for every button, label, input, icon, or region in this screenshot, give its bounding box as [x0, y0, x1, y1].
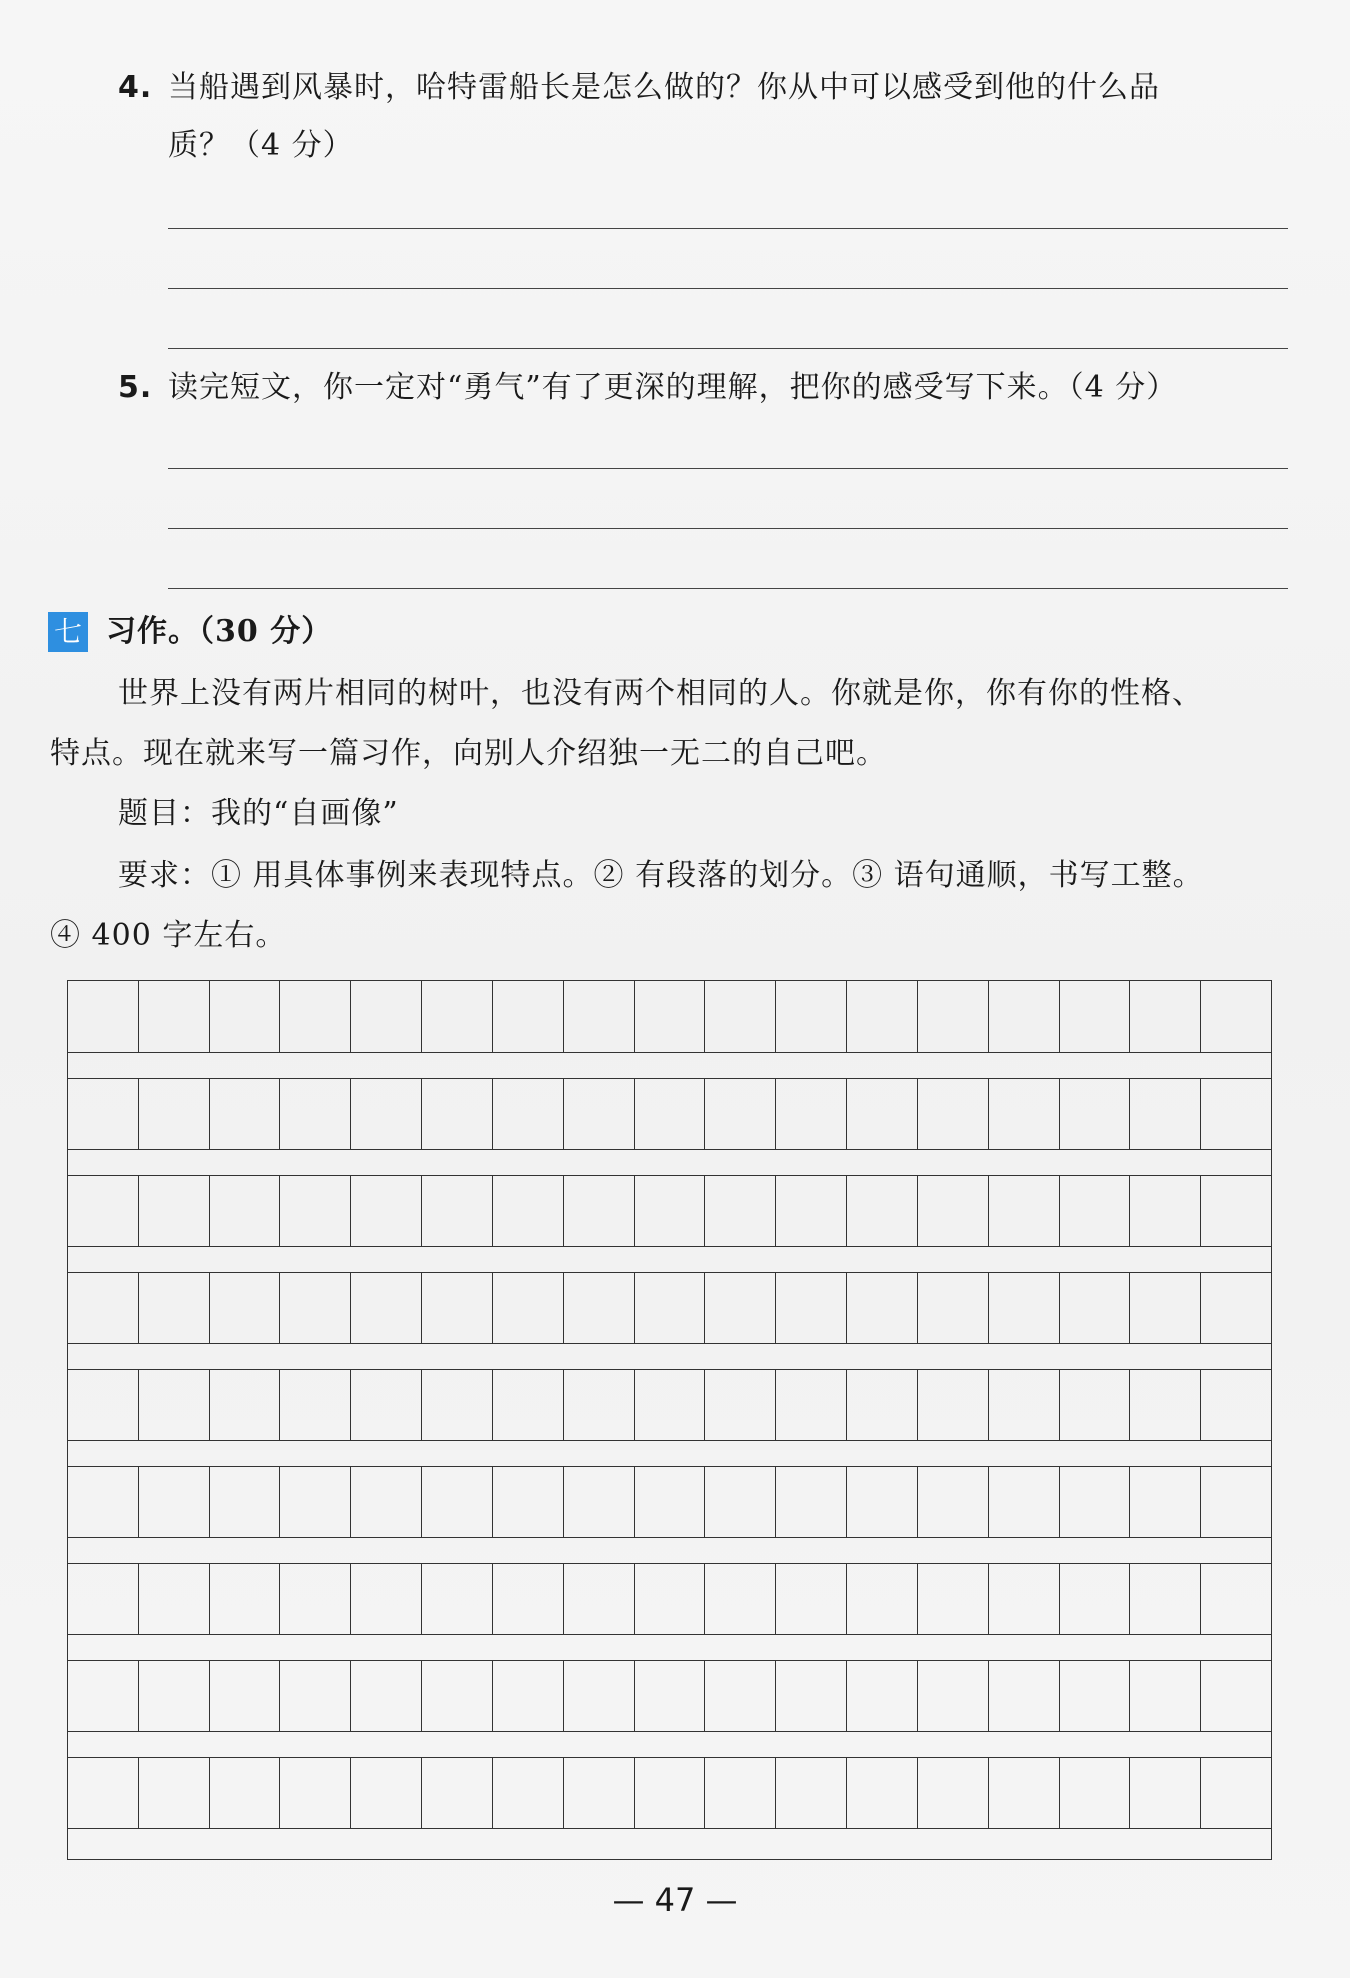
- grid-cell[interactable]: [210, 1467, 281, 1537]
- grid-cell[interactable]: [1130, 1564, 1201, 1634]
- grid-cell[interactable]: [918, 1273, 989, 1343]
- grid-cell[interactable]: [68, 981, 139, 1052]
- answer-line-q4-3[interactable]: [168, 348, 1288, 349]
- grid-cell[interactable]: [139, 1079, 210, 1149]
- grid-cell[interactable]: [776, 1564, 847, 1634]
- grid-row: [68, 1078, 1271, 1150]
- grid-cell[interactable]: [280, 1661, 351, 1731]
- grid-cell[interactable]: [210, 1564, 281, 1634]
- grid-cell[interactable]: [1130, 1467, 1201, 1537]
- grid-cell[interactable]: [635, 1176, 706, 1246]
- grid-cell[interactable]: [705, 1564, 776, 1634]
- grid-cell[interactable]: [847, 1467, 918, 1537]
- grid-cell[interactable]: [989, 1758, 1060, 1828]
- essay-requirements-line2: ④ 400 字左右。: [50, 918, 287, 953]
- grid-cell[interactable]: [776, 1661, 847, 1731]
- grid-cell[interactable]: [847, 1176, 918, 1246]
- grid-cell[interactable]: [351, 981, 422, 1052]
- grid-cell[interactable]: [635, 981, 706, 1052]
- grid-cell[interactable]: [68, 1467, 139, 1537]
- grid-cell[interactable]: [1201, 1273, 1271, 1343]
- grid-cell[interactable]: [68, 1079, 139, 1149]
- grid-cell[interactable]: [280, 1079, 351, 1149]
- grid-cell[interactable]: [210, 1758, 281, 1828]
- grid-cell[interactable]: [210, 1273, 281, 1343]
- grid-cell[interactable]: [705, 1758, 776, 1828]
- grid-cell[interactable]: [493, 1079, 564, 1149]
- grid-cell[interactable]: [210, 1079, 281, 1149]
- answer-line-q4-1[interactable]: [168, 228, 1288, 229]
- question-4-text-line1: 当船遇到风暴时，哈特雷船长是怎么做的？你从中可以感受到他的什么品: [168, 70, 1160, 105]
- grid-cell[interactable]: [280, 1273, 351, 1343]
- grid-cell[interactable]: [918, 1176, 989, 1246]
- question-5-number: 5.: [118, 370, 153, 405]
- grid-cell[interactable]: [68, 1370, 139, 1440]
- grid-cell[interactable]: [280, 1564, 351, 1634]
- grid-row: [68, 981, 1271, 1053]
- grid-cell[interactable]: [422, 981, 493, 1052]
- grid-cell[interactable]: [847, 1370, 918, 1440]
- grid-cell[interactable]: [1060, 1079, 1131, 1149]
- grid-cell[interactable]: [847, 1079, 918, 1149]
- grid-cell[interactable]: [705, 1467, 776, 1537]
- grid-cell[interactable]: [139, 1758, 210, 1828]
- grid-cell[interactable]: [351, 1564, 422, 1634]
- grid-cell[interactable]: [1201, 1758, 1271, 1828]
- grid-cell[interactable]: [68, 1758, 139, 1828]
- answer-line-q4-2[interactable]: [168, 288, 1288, 289]
- grid-cell[interactable]: [68, 1176, 139, 1246]
- grid-cell[interactable]: [705, 981, 776, 1052]
- grid-cell[interactable]: [705, 1370, 776, 1440]
- grid-cell[interactable]: [705, 1176, 776, 1246]
- grid-cell[interactable]: [1060, 1176, 1131, 1246]
- grid-cell[interactable]: [210, 1370, 281, 1440]
- section-7-title: 习作。（30 分）: [106, 614, 333, 649]
- grid-cell[interactable]: [1130, 1273, 1201, 1343]
- grid-cell[interactable]: [351, 1370, 422, 1440]
- grid-row: [68, 1272, 1271, 1344]
- grid-cell[interactable]: [776, 1273, 847, 1343]
- grid-cell[interactable]: [1060, 1758, 1131, 1828]
- grid-cell[interactable]: [280, 981, 351, 1052]
- question-4-number: 4.: [118, 70, 153, 105]
- grid-cell[interactable]: [847, 1758, 918, 1828]
- grid-cell[interactable]: [1201, 1564, 1271, 1634]
- page-number: — 47 —: [612, 1881, 738, 1919]
- grid-row: [68, 1175, 1271, 1247]
- grid-cell[interactable]: [776, 1467, 847, 1537]
- grid-cell[interactable]: [635, 1758, 706, 1828]
- grid-cell[interactable]: [776, 981, 847, 1052]
- grid-cell[interactable]: [139, 1273, 210, 1343]
- grid-cell[interactable]: [493, 1176, 564, 1246]
- grid-cell[interactable]: [847, 1273, 918, 1343]
- grid-cell[interactable]: [280, 1176, 351, 1246]
- grid-cell[interactable]: [1130, 1661, 1201, 1731]
- grid-cell[interactable]: [139, 1370, 210, 1440]
- grid-cell[interactable]: [776, 1370, 847, 1440]
- grid-cell[interactable]: [1060, 981, 1131, 1052]
- grid-row: [68, 1660, 1271, 1732]
- grid-cell[interactable]: [635, 1661, 706, 1731]
- grid-cell[interactable]: [847, 1661, 918, 1731]
- grid-cell[interactable]: [210, 1176, 281, 1246]
- grid-cell[interactable]: [918, 1467, 989, 1537]
- essay-prompt-line2: 特点。现在就来写一篇习作，向别人介绍独一无二的自己吧。: [50, 736, 887, 771]
- grid-cell[interactable]: [1060, 1273, 1131, 1343]
- grid-cell[interactable]: [493, 1273, 564, 1343]
- grid-cell[interactable]: [1130, 1176, 1201, 1246]
- grid-cell[interactable]: [564, 1273, 635, 1343]
- grid-cell[interactable]: [1130, 1370, 1201, 1440]
- grid-cell[interactable]: [776, 1079, 847, 1149]
- grid-cell[interactable]: [351, 1079, 422, 1149]
- answer-line-q5-1[interactable]: [168, 468, 1288, 469]
- question-5-text: 读完短文，你一定对“勇气”有了更深的理解，把你的感受写下来。（4 分）: [168, 370, 1178, 405]
- grid-cell[interactable]: [210, 1661, 281, 1731]
- grid-cell[interactable]: [422, 1079, 493, 1149]
- grid-cell[interactable]: [1130, 981, 1201, 1052]
- grid-cell[interactable]: [989, 1273, 1060, 1343]
- grid-cell[interactable]: [635, 1467, 706, 1537]
- grid-cell[interactable]: [989, 1079, 1060, 1149]
- grid-cell[interactable]: [1060, 1370, 1131, 1440]
- grid-cell[interactable]: [989, 1564, 1060, 1634]
- grid-row: [68, 1757, 1271, 1829]
- essay-requirements-line1: 要求：① 用具体事例来表现特点。② 有段落的划分。③ 语句通顺，书写工整。: [118, 858, 1204, 893]
- grid-cell[interactable]: [918, 1758, 989, 1828]
- grid-cell[interactable]: [847, 1564, 918, 1634]
- grid-cell[interactable]: [68, 1273, 139, 1343]
- grid-cell[interactable]: [1060, 1467, 1131, 1537]
- grid-cell[interactable]: [918, 981, 989, 1052]
- grid-cell[interactable]: [564, 1176, 635, 1246]
- grid-cell[interactable]: [139, 981, 210, 1052]
- grid-cell[interactable]: [705, 1273, 776, 1343]
- grid-cell[interactable]: [564, 1564, 635, 1634]
- grid-cell[interactable]: [422, 1273, 493, 1343]
- grid-cell[interactable]: [351, 1758, 422, 1828]
- grid-cell[interactable]: [422, 1564, 493, 1634]
- grid-cell[interactable]: [422, 1176, 493, 1246]
- grid-row: [68, 1466, 1271, 1538]
- grid-cell[interactable]: [918, 1661, 989, 1731]
- grid-cell[interactable]: [422, 1758, 493, 1828]
- grid-cell[interactable]: [989, 981, 1060, 1052]
- grid-cell[interactable]: [139, 1467, 210, 1537]
- grid-cell[interactable]: [918, 1370, 989, 1440]
- grid-cell[interactable]: [493, 1370, 564, 1440]
- grid-cell[interactable]: [635, 1079, 706, 1149]
- grid-cell[interactable]: [1201, 1176, 1271, 1246]
- grid-cell[interactable]: [139, 1176, 210, 1246]
- grid-cell[interactable]: [351, 1176, 422, 1246]
- grid-cell[interactable]: [1060, 1564, 1131, 1634]
- grid-cell[interactable]: [989, 1370, 1060, 1440]
- grid-cell[interactable]: [493, 981, 564, 1052]
- grid-cell[interactable]: [422, 1661, 493, 1731]
- grid-cell[interactable]: [705, 1079, 776, 1149]
- answer-line-q5-3[interactable]: [168, 588, 1288, 589]
- grid-cell[interactable]: [1201, 1661, 1271, 1731]
- grid-cell[interactable]: [139, 1661, 210, 1731]
- grid-cell[interactable]: [1201, 1467, 1271, 1537]
- grid-cell[interactable]: [918, 1079, 989, 1149]
- grid-cell[interactable]: [68, 1661, 139, 1731]
- grid-cell[interactable]: [1130, 1079, 1201, 1149]
- grid-cell[interactable]: [918, 1564, 989, 1634]
- grid-cell[interactable]: [1201, 981, 1271, 1052]
- grid-cell[interactable]: [635, 1564, 706, 1634]
- grid-cell[interactable]: [564, 1467, 635, 1537]
- grid-cell[interactable]: [422, 1370, 493, 1440]
- grid-cell[interactable]: [210, 981, 281, 1052]
- writing-grid[interactable]: [67, 980, 1272, 1860]
- grid-cell[interactable]: [280, 1758, 351, 1828]
- grid-cell[interactable]: [776, 1176, 847, 1246]
- grid-cell[interactable]: [68, 1564, 139, 1634]
- grid-cell[interactable]: [493, 1758, 564, 1828]
- grid-cell[interactable]: [139, 1564, 210, 1634]
- grid-cell[interactable]: [1060, 1661, 1131, 1731]
- grid-cell[interactable]: [493, 1564, 564, 1634]
- grid-cell[interactable]: [989, 1467, 1060, 1537]
- grid-cell[interactable]: [351, 1661, 422, 1731]
- grid-cell[interactable]: [776, 1758, 847, 1828]
- grid-cell[interactable]: [564, 1079, 635, 1149]
- grid-cell[interactable]: [847, 981, 918, 1052]
- grid-cell[interactable]: [1130, 1758, 1201, 1828]
- grid-cell[interactable]: [564, 1370, 635, 1440]
- grid-cell[interactable]: [705, 1661, 776, 1731]
- grid-cell[interactable]: [989, 1176, 1060, 1246]
- grid-cell[interactable]: [280, 1467, 351, 1537]
- grid-cell[interactable]: [635, 1370, 706, 1440]
- grid-cell[interactable]: [351, 1467, 422, 1537]
- question-4-text-line2: 质？（4 分）: [168, 128, 354, 163]
- grid-cell[interactable]: [280, 1370, 351, 1440]
- answer-line-q5-2[interactable]: [168, 528, 1288, 529]
- grid-cell[interactable]: [493, 1467, 564, 1537]
- grid-cell[interactable]: [422, 1467, 493, 1537]
- grid-cell[interactable]: [635, 1273, 706, 1343]
- essay-prompt-line1: 世界上没有两片相同的树叶，也没有两个相同的人。你就是你，你有你的性格、: [118, 676, 1203, 711]
- grid-row: [68, 1369, 1271, 1441]
- essay-topic: 题目：我的“自画像”: [118, 796, 399, 831]
- grid-cell[interactable]: [564, 1661, 635, 1731]
- grid-row: [68, 1563, 1271, 1635]
- grid-cell[interactable]: [1201, 1370, 1271, 1440]
- grid-cell[interactable]: [989, 1661, 1060, 1731]
- grid-cell[interactable]: [1201, 1079, 1271, 1149]
- grid-cell[interactable]: [564, 1758, 635, 1828]
- grid-cell[interactable]: [493, 1661, 564, 1731]
- section-7-badge: 七: [48, 612, 88, 652]
- grid-cell[interactable]: [351, 1273, 422, 1343]
- grid-cell[interactable]: [564, 981, 635, 1052]
